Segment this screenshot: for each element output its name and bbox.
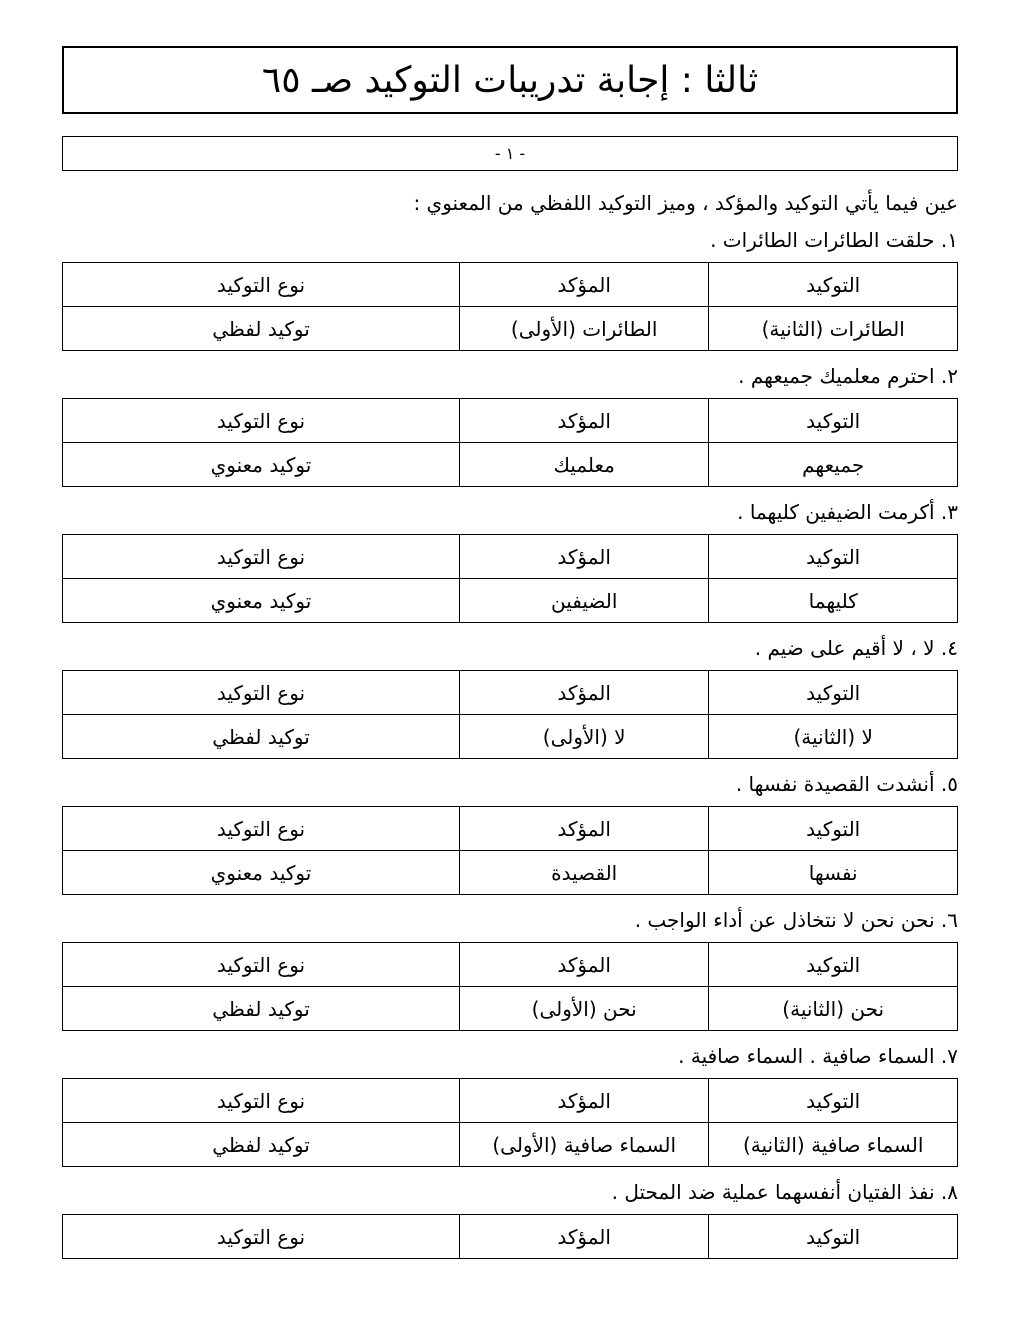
answer-table (62, 942, 958, 1031)
cell-tawkid: الطائرات (الثانية) (761, 316, 905, 341)
table-header-row (63, 263, 957, 306)
exercise-item-1 (62, 228, 958, 351)
item-prompt: ٣. أكرمت الضيفين كليهما . (737, 500, 958, 524)
answer-table (62, 398, 958, 487)
exercise-item-5 (62, 772, 958, 895)
header-tawkid: التوكيد (806, 272, 861, 297)
cell-tawkid: كليهما (808, 588, 858, 613)
table-answer-row (63, 442, 957, 486)
header-tawkid: التوكيد (806, 408, 861, 433)
header-tawkid: التوكيد (806, 680, 861, 705)
cell-muakkad: لا (الأولى) (460, 715, 709, 758)
header-muakkad: المؤكد (460, 535, 709, 578)
answer-table (62, 806, 958, 895)
header-tawkid: التوكيد (806, 544, 861, 569)
exercise-item-7 (62, 1044, 958, 1167)
answer-table (62, 534, 958, 623)
header-tawkid-type: نوع التوكيد (63, 943, 460, 986)
header-tawkid-type: نوع التوكيد (63, 263, 460, 306)
item-prompt: ٥. أنشدت القصيدة نفسها . (735, 772, 958, 796)
cell-tawkid-type: توكيد معنوي (63, 851, 460, 894)
header-tawkid-type: نوع التوكيد (63, 535, 460, 578)
header-tawkid: التوكيد (806, 1224, 861, 1249)
exercise-item-4 (62, 636, 958, 759)
answer-table (62, 1214, 958, 1259)
exercise-item-3 (62, 500, 958, 623)
cell-muakkad: القصيدة (460, 851, 709, 894)
item-prompt: ٨. نفذ الفتيان أنفسهما عملية ضد المحتل . (611, 1180, 958, 1204)
cell-tawkid-type: توكيد لفظي (63, 987, 460, 1030)
header-tawkid-type: نوع التوكيد (63, 671, 460, 714)
header-muakkad: المؤكد (460, 1215, 709, 1258)
table-header-row (63, 1215, 957, 1258)
exercise-item-8 (62, 1180, 958, 1259)
cell-muakkad: الطائرات (الأولى) (460, 307, 709, 350)
section-number-box (62, 136, 958, 171)
table-answer-row (63, 578, 957, 622)
answer-table (62, 1078, 958, 1167)
header-tawkid: التوكيد (806, 816, 861, 841)
header-tawkid: التوكيد (806, 1088, 861, 1113)
table-header-row (63, 943, 957, 986)
exercise-item-6 (62, 908, 958, 1031)
section-number: - ١ - (494, 144, 526, 163)
item-prompt: ٧. السماء صافية . السماء صافية . (678, 1044, 958, 1068)
table-answer-row (63, 306, 957, 350)
header-muakkad: المؤكد (460, 671, 709, 714)
cell-muakkad: الضيفين (460, 579, 709, 622)
cell-tawkid: نفسها (808, 860, 858, 885)
cell-tawkid-type: توكيد معنوي (63, 443, 460, 486)
cell-muakkad: معلميك (460, 443, 709, 486)
table-header-row (63, 1079, 957, 1122)
cell-muakkad: السماء صافية (الأولى) (460, 1123, 709, 1166)
header-tawkid-type: نوع التوكيد (63, 807, 460, 850)
table-answer-row (63, 714, 957, 758)
instruction-text: عين فيما يأتي التوكيد والمؤكد ، وميز التوكيد اللفظي من المعنوي : (413, 191, 958, 215)
table-header-row (63, 671, 957, 714)
item-prompt: ٦. نحن نحن لا نتخاذل عن أداء الواجب . (634, 908, 958, 932)
item-prompt: ٢. احترم معلميك جميعهم . (738, 364, 958, 388)
table-header-row (63, 535, 957, 578)
header-muakkad: المؤكد (460, 263, 709, 306)
answer-table (62, 670, 958, 759)
cell-tawkid: جميعهم (802, 452, 865, 477)
header-muakkad: المؤكد (460, 807, 709, 850)
answer-table (62, 262, 958, 351)
header-muakkad: المؤكد (460, 399, 709, 442)
table-answer-row (63, 850, 957, 894)
header-tawkid-type: نوع التوكيد (63, 1215, 460, 1258)
cell-tawkid-type: توكيد لفظي (63, 1123, 460, 1166)
table-header-row (63, 807, 957, 850)
item-prompt: ١. حلقت الطائرات الطائرات . (710, 228, 958, 252)
cell-tawkid: نحن (الثانية) (782, 996, 885, 1021)
header-muakkad: المؤكد (460, 943, 709, 986)
title-box (62, 46, 958, 114)
cell-tawkid: لا (الثانية) (793, 724, 873, 749)
cell-tawkid-type: توكيد لفظي (63, 307, 460, 350)
exercise-item-2 (62, 364, 958, 487)
cell-muakkad: نحن (الأولى) (460, 987, 709, 1030)
page-title: ثالثا : إجابة تدريبات التوكيد صـ ٦٥ (261, 59, 759, 101)
header-tawkid-type: نوع التوكيد (63, 399, 460, 442)
table-answer-row (63, 1122, 957, 1166)
item-prompt: ٤. لا ، لا أقيم على ضيم . (754, 636, 958, 660)
header-tawkid: التوكيد (806, 952, 861, 977)
table-answer-row (63, 986, 957, 1030)
cell-tawkid-type: توكيد لفظي (63, 715, 460, 758)
cell-tawkid-type: توكيد معنوي (63, 579, 460, 622)
table-header-row (63, 399, 957, 442)
header-tawkid-type: نوع التوكيد (63, 1079, 460, 1122)
header-muakkad: المؤكد (460, 1079, 709, 1122)
cell-tawkid: السماء صافية (الثانية) (743, 1132, 924, 1157)
